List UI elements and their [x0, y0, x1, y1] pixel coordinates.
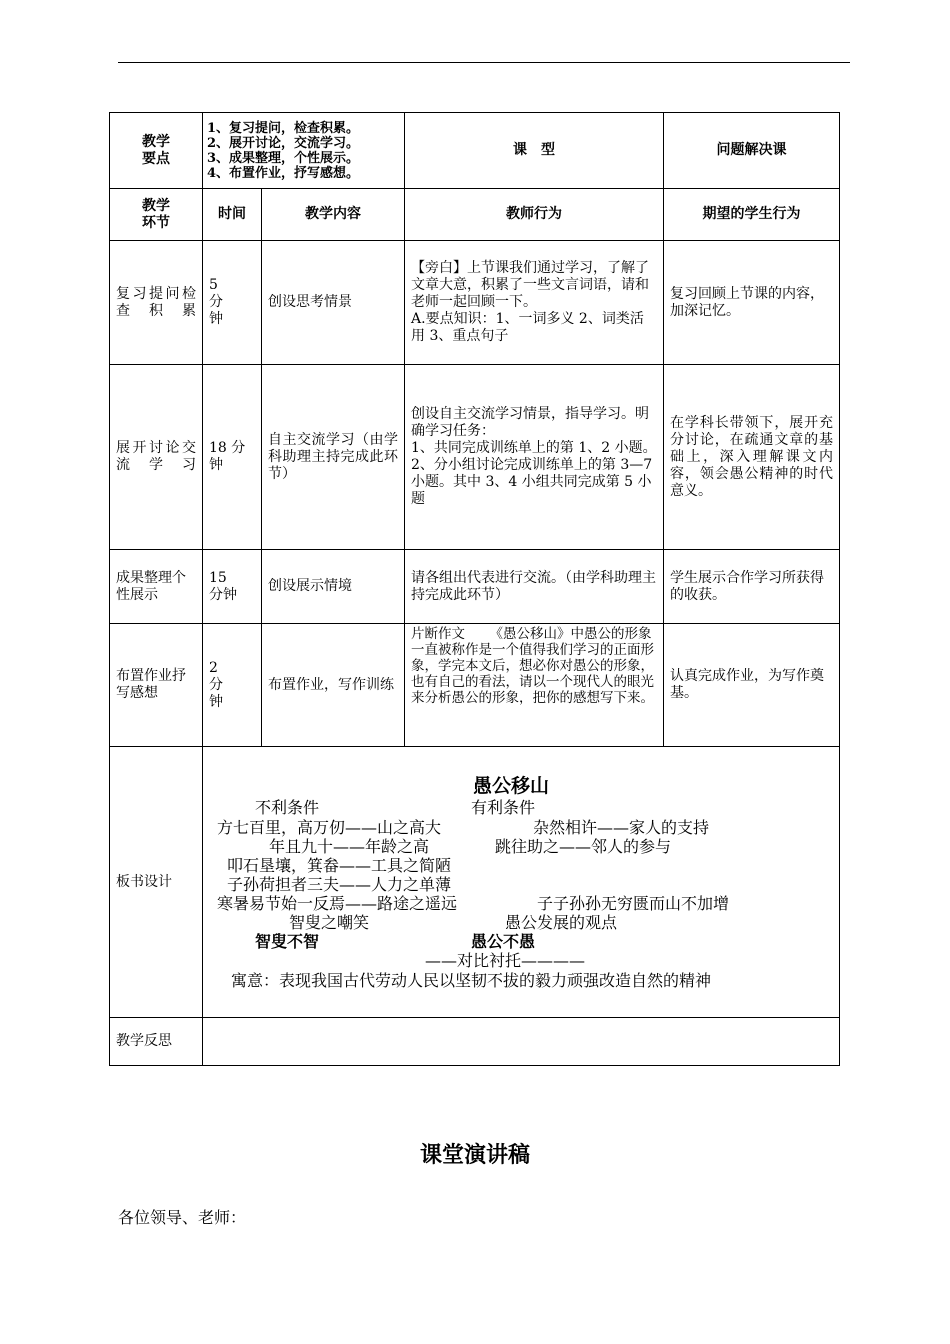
board-left-3: 叩石垦壤，箕畚——工具之简陋 [227, 856, 452, 875]
key-point-1: 1、复习提问，检查积累。 [207, 120, 360, 136]
board-right-2: 跳往助之——邻人的参与 [495, 837, 672, 856]
key-point-3: 3、成果整理，个性展示。 [207, 150, 360, 166]
reflection-label: 教学反思 [110, 1018, 203, 1066]
key-points-label [110, 113, 203, 189]
board-right-head: 有利条件 [471, 798, 536, 817]
table-row [110, 624, 840, 747]
greeting-text: 各位领导、老师： [118, 1208, 247, 1227]
board-contrast: ——对比衬托———— [425, 951, 586, 970]
teacher-cell: 创设自主交流学习情景，指导学习。明确学习任务： 1、共同完成训练单上的第 1、2 小题。 2、分小组讨论完成训练单上的第 3—7 小题。其中 3、4 小组共同完成第 5 小题 [405, 365, 664, 550]
board-design-row [110, 747, 840, 1018]
time-cell: 15 分钟 [203, 550, 262, 624]
teacher-cell: 片断作文 《愚公移山》中愚公的形象一直被称作是一个值得我们学习的正面形象，学完本文后，想必你对愚公的形象，也有自己的看法，请以一个现代人的眼光来分析愚公的形象，把你的感想写下来。 [405, 624, 664, 747]
reflection-row [110, 1018, 840, 1066]
key-points-list [203, 113, 405, 189]
board-right-7: 愚公不愚 [471, 932, 536, 951]
board-left-2: 年且九十——年龄之高 [269, 837, 430, 856]
stage-cell: 成果整理个性展示 [110, 550, 203, 624]
col-content: 教学内容 [262, 189, 405, 241]
board-left-5: 寒暑易节始一反焉——路途之遥远 [217, 894, 458, 913]
student-cell: 学生展示合作学习所获得的收获。 [664, 550, 840, 624]
column-header-row [110, 189, 840, 241]
key-points-label-text: 教学 要点 [142, 133, 170, 167]
time-cell: 5 分 钟 [203, 241, 262, 365]
content-cell: 布置作业，写作训练 [262, 624, 405, 747]
teacher-cell: 请各组出代表进行交流。（由学科助理主持完成此环节） [405, 550, 664, 624]
table-row [110, 365, 840, 550]
board-moral: 寓意：表现我国古代劳动人民以坚韧不拔的毅力顽强改造自然的精神 [231, 971, 712, 990]
key-point-4: 4、布置作业，抒写感想。 [207, 165, 360, 181]
teacher-cell: 【旁白】上节课我们通过学习，了解了文章大意，积累了一些文言词语，请和老师一起回顾一下。 A.要点知识：1、一词多义 2、词类活用 3、重点句子 [405, 241, 664, 365]
key-points-row [110, 113, 840, 189]
student-cell: 认真完成作业，为写作奠基。 [664, 624, 840, 747]
board-left-7: 智叟不智 [255, 932, 320, 951]
board-design [203, 747, 840, 1018]
board-right-5: 子子孙孙无穷匮而山不加增 [537, 894, 730, 913]
lesson-plan-table [109, 112, 840, 1066]
board-title: 愚公移山 [473, 775, 550, 797]
key-point-2: 2、展开讨论，交流学习。 [207, 135, 360, 151]
board-right-1: 杂然相许——家人的支持 [533, 818, 710, 837]
content-cell: 创设思考情景 [262, 241, 405, 365]
board-left-6: 智叟之嘲笑 [289, 913, 370, 932]
document-title: 课堂演讲稿 [419, 1142, 530, 1168]
board-label: 板书设计 [110, 747, 203, 1018]
board-right-6: 愚公发展的观点 [505, 913, 618, 932]
lesson-type-label: 课 型 [405, 113, 664, 189]
table-row [110, 241, 840, 365]
lesson-type-value: 问题解决课 [664, 113, 840, 189]
time-cell: 18 分钟 [203, 365, 262, 550]
stage-cell: 复习提问检查积累 [110, 241, 203, 365]
col-time: 时间 [203, 189, 262, 241]
board-left-4: 子孙荷担者三夫——人力之单薄 [227, 875, 452, 894]
header-rule [118, 62, 850, 63]
content-cell: 自主交流学习（由学科助理主持完成此环节） [262, 365, 405, 550]
col-stage: 教学 环节 [110, 189, 203, 241]
stage-cell: 展开讨论交流学习 [110, 365, 203, 550]
content-cell: 创设展示情境 [262, 550, 405, 624]
time-cell: 2 分 钟 [203, 624, 262, 747]
student-cell: 复习回顾上节课的内容，加深记忆。 [664, 241, 840, 365]
table-row [110, 550, 840, 624]
board-left-1: 方七百里，高万仞——山之高大 [217, 818, 442, 837]
reflection-value [203, 1018, 840, 1066]
board-left-head: 不利条件 [255, 798, 320, 817]
stage-cell: 布置作业抒写感想 [110, 624, 203, 747]
student-cell: 在学科长带领下，展开充分讨论，在疏通文章的基础上，深入理解课文内容，领会愚公精神的时代意义。 [664, 365, 840, 550]
col-teacher: 教师行为 [405, 189, 664, 241]
col-student: 期望的学生行为 [664, 189, 840, 241]
